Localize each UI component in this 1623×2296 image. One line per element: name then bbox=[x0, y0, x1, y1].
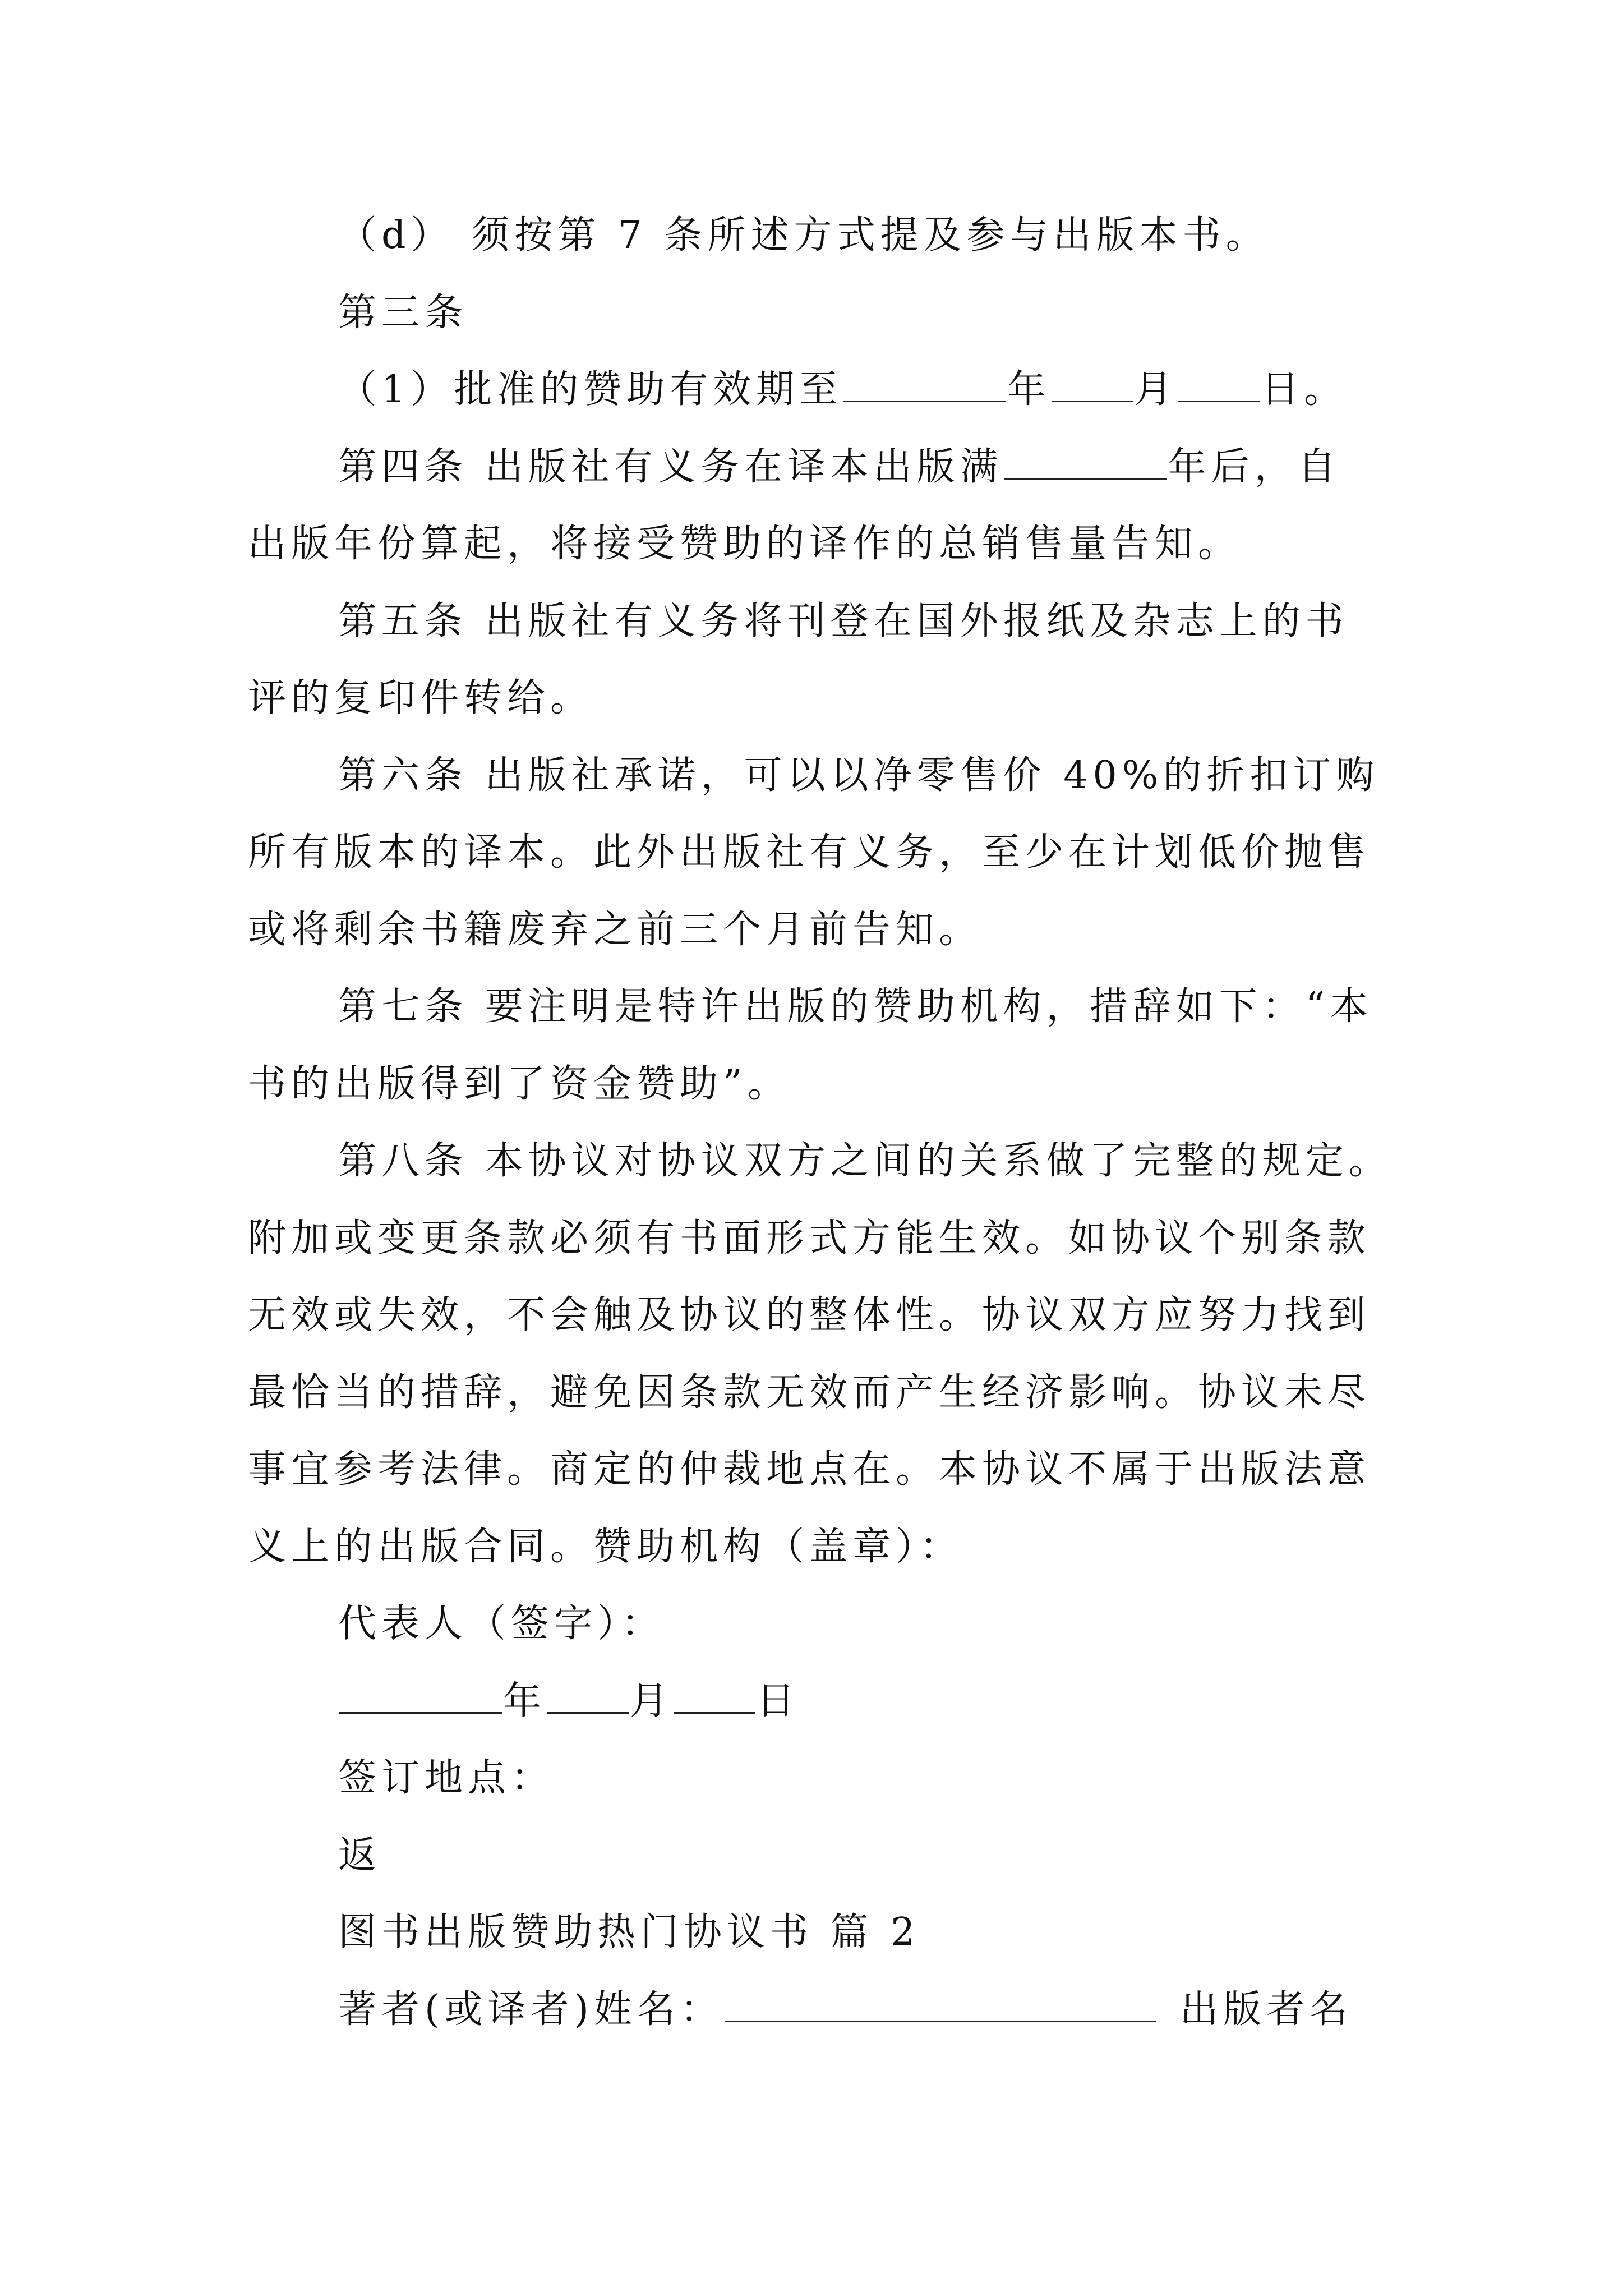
representative-signature: 代表人（签字）： bbox=[338, 1602, 665, 1646]
clause-8-line-3: 无效或失效，不会触及协议的整体性。协议双方应努力找到 bbox=[248, 1293, 1371, 1337]
clause-7-line-2: 书的出版得到了资金赞助”。 bbox=[248, 1062, 791, 1106]
clause-5-line-2: 评的复印件转给。 bbox=[248, 676, 594, 720]
clause-8-line-4: 最恰当的措辞，避免因条款无效而产生经济影响。协议未尽 bbox=[248, 1370, 1371, 1415]
signing-date bbox=[338, 1679, 800, 1724]
date-month-blank bbox=[547, 1681, 629, 1714]
author-name-label: 著者(或译者)姓名： bbox=[338, 1987, 724, 2032]
return-link[interactable]: 返 bbox=[338, 1833, 382, 1878]
clause-6-line-3: 或将剩余书籍废弃之前三个月前告知。 bbox=[248, 908, 983, 952]
clause-7-line-1: 第七条 要注明是特许出版的赞助机构，措辞如下：“本 bbox=[338, 984, 1373, 1029]
month-label: 月 bbox=[1134, 367, 1178, 412]
date-year-blank bbox=[339, 1681, 502, 1714]
section-title: 图书出版赞助热门协议书 篇 2 bbox=[338, 1910, 920, 1954]
signing-place: 签订地点： bbox=[338, 1756, 555, 1800]
clause-8-line-5: 事宜参考法律。商定的仲裁地点在。本协议不属于出版法意 bbox=[248, 1447, 1371, 1492]
year-blank bbox=[843, 369, 1006, 402]
month-blank bbox=[1052, 369, 1133, 402]
clause-8-line-2: 附加或变更条款必须有书面形式方能生效。如协议个别条款 bbox=[248, 1216, 1371, 1260]
clause-2d: （d） 须按第 7 条所述方式提及参与出版本书。 bbox=[338, 213, 1269, 257]
date-day-blank bbox=[674, 1681, 755, 1714]
clause-4-text: 第四条 出版社有义务在译本出版满 bbox=[338, 445, 1003, 489]
clause-8-line-1: 第八条 本协议对协议双方之间的关系做了完整的规定。 bbox=[338, 1139, 1392, 1183]
author-name-blank bbox=[725, 1989, 1156, 2022]
after-years-text: 年后，自 bbox=[1168, 445, 1341, 489]
year-label: 年 bbox=[1007, 367, 1051, 412]
years-blank bbox=[1004, 447, 1167, 480]
author-name-line bbox=[338, 1987, 1353, 2032]
clause-3-1 bbox=[338, 367, 1347, 412]
clause-8-line-6: 义上的出版合同。赞助机构（盖章）： bbox=[248, 1525, 963, 1569]
period-label: （1）批准的赞助有效期至 bbox=[338, 367, 843, 412]
date-day-label: 日 bbox=[757, 1679, 800, 1723]
clause-6-line-2: 所有版本的译本。此外出版社有义务，至少在计划低价抛售 bbox=[248, 830, 1371, 875]
day-blank bbox=[1178, 369, 1260, 402]
clause-6-line-1: 第六条 出版社承诺，可以以净零售价 40%的折扣订购 bbox=[338, 753, 1380, 798]
day-label: 日。 bbox=[1261, 367, 1348, 412]
clause-4-line-1 bbox=[338, 445, 1341, 490]
date-year-label: 年 bbox=[503, 1679, 547, 1723]
clause-4-line-2: 出版年份算起，将接受赞助的译作的总销售量告知。 bbox=[248, 522, 1242, 566]
date-month-label: 月 bbox=[630, 1679, 674, 1723]
clause-5-line-1: 第五条 出版社有义务将刊登在国外报纸及杂志上的书 bbox=[338, 599, 1349, 643]
clause-3-heading: 第三条 bbox=[338, 291, 468, 335]
publisher-name-label: 出版者名 bbox=[1180, 1987, 1353, 2032]
